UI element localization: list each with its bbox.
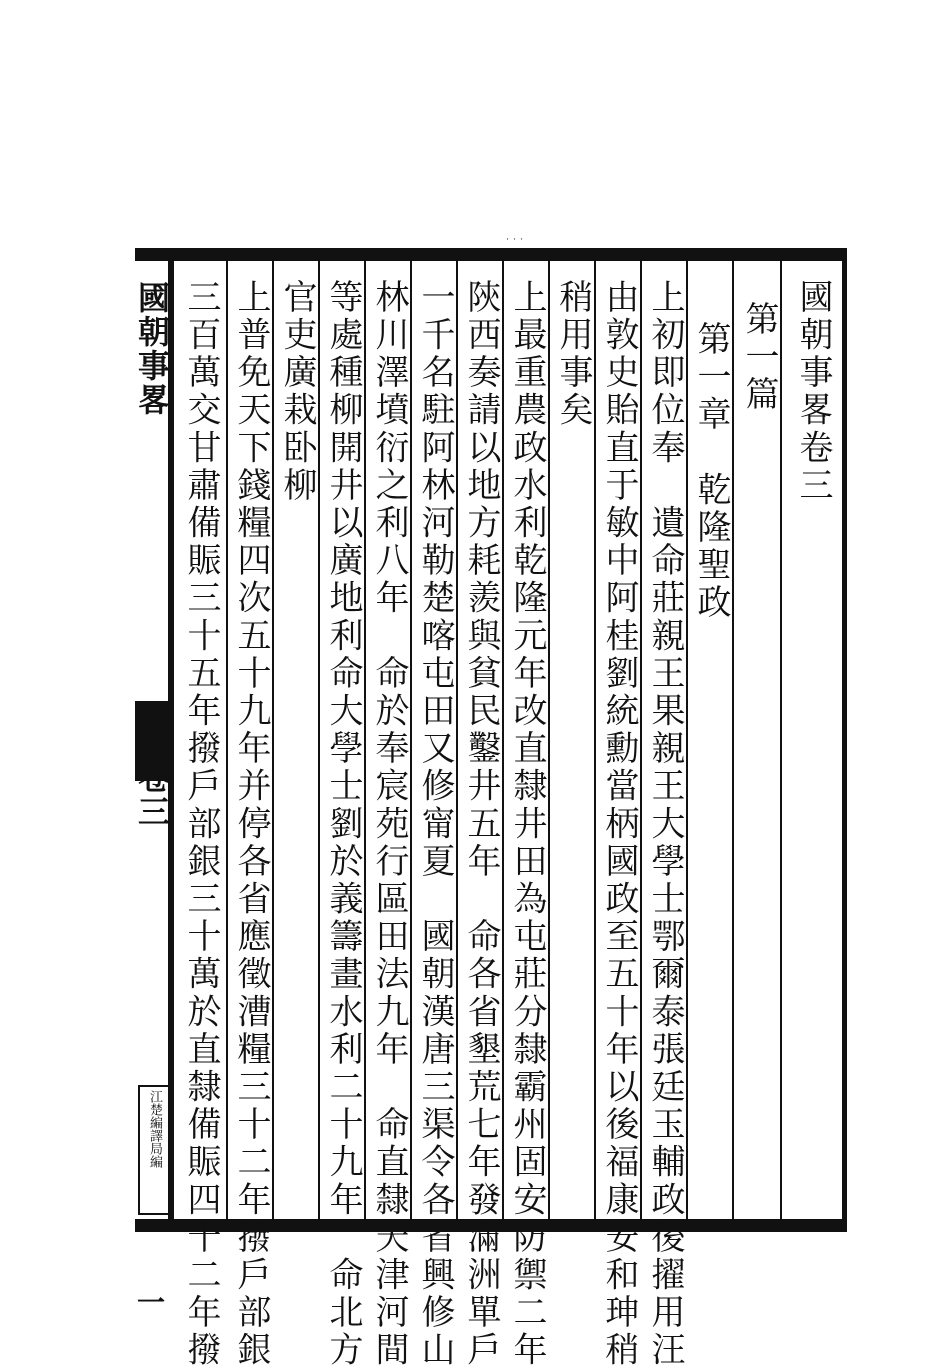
text-line: 上初即位奉 遺命莊親王果親王大學士鄂爾泰張廷玉輔政後擢用汪 — [645, 279, 685, 1370]
text-line: 稍用事矣 — [553, 279, 593, 430]
publisher-box — [138, 1085, 170, 1215]
section-heading: 第一篇 — [739, 301, 779, 414]
column-7 — [502, 261, 548, 1370]
text-line: 官吏廣栽卧柳 — [277, 279, 317, 505]
text-line: 由敦史貽直于敏中阿桂劉統勳當柄國政至五十年以後福康安和珅稍 — [599, 279, 639, 1370]
column-11 — [318, 261, 364, 1370]
text-line: 陝西奏請以地方耗羨與貧民鑿井五年 命各省墾荒七年發滿洲單戶 — [461, 279, 501, 1370]
text-line: 一千名駐阿林河勒楚喀屯田又修甯夏 國朝漢唐三渠令各省興修山 — [415, 279, 455, 1370]
spine-volume: 卷三 — [133, 761, 171, 829]
column-14 — [171, 261, 226, 1370]
chapter-heading: 第一章 乾隆聖政 — [691, 321, 731, 622]
text-line: 上普免天下錢糧四次五十九年并停各省應徵漕糧三十二年撥戶部銀 — [231, 279, 271, 1370]
column-3 — [686, 261, 732, 1219]
column-4 — [640, 261, 686, 1370]
column-2 — [732, 261, 780, 1219]
spine-folio: 一 — [137, 1286, 166, 1319]
column-8 — [456, 261, 502, 1370]
column-9 — [410, 261, 456, 1370]
column-12 — [272, 261, 318, 1219]
column-13 — [226, 261, 272, 1370]
spine-strip — [133, 261, 171, 1319]
volume-title: 國朝事畧卷三 — [793, 279, 833, 505]
column-5 — [594, 261, 640, 1370]
text-line: 三百萬交甘肅備賑三十五年撥戶部銀三十萬於直隸備賑四十二年撥 — [181, 279, 221, 1370]
text-line: 林川澤墳衍之利八年 命於奉宸苑行區田法九年 命直隸天津河間 — [369, 279, 409, 1370]
column-10 — [364, 261, 410, 1370]
header-mark: ˙˙˙ — [505, 238, 526, 249]
publisher-text: 江楚編譯局編 — [147, 1090, 162, 1168]
column-6 — [548, 261, 594, 1219]
column-1 — [780, 261, 842, 1219]
text-line: 上最重農政水利乾隆元年改直隸井田為屯莊分隸霸州固安防禦二年 — [507, 279, 547, 1370]
spine-title: 國朝事畧 — [133, 281, 171, 417]
text-line: 等處種柳開井以廣地利命大學士劉於義籌畫水利二十九年 命北方 — [323, 279, 363, 1370]
